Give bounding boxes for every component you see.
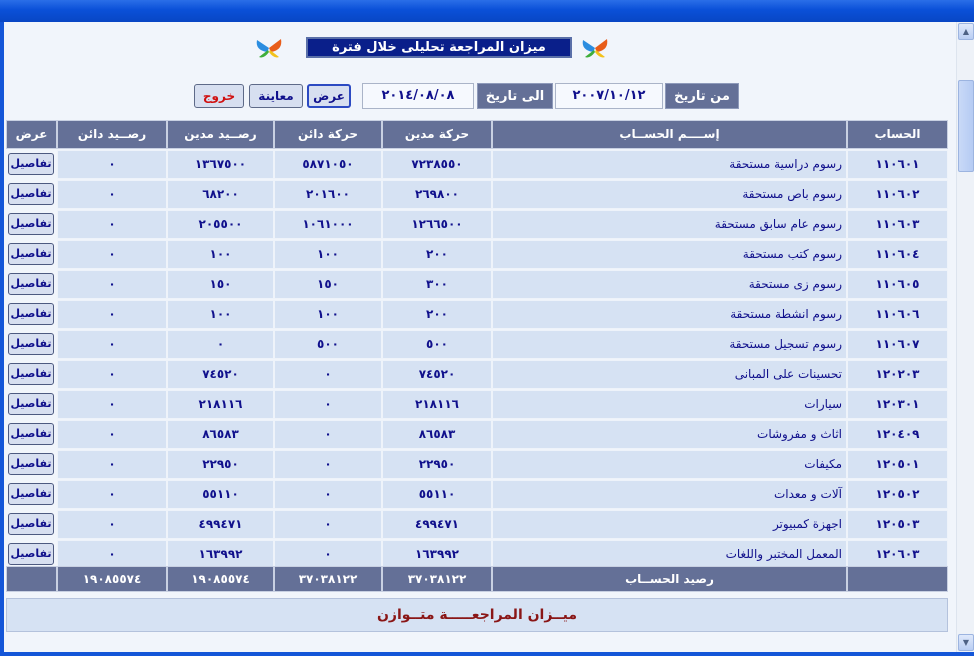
cell-view xyxy=(6,150,57,179)
cell-credit-balance: ٠ xyxy=(57,390,167,419)
cell-credit-move: ١٥٠ xyxy=(274,270,382,299)
details-button[interactable]: تفاصيل xyxy=(8,183,54,205)
to-date-field[interactable]: ٢٠١٤/٠٨/٠٨ xyxy=(362,83,474,109)
scroll-up-icon[interactable]: ▲ xyxy=(958,23,974,40)
cell-debit-move: ٤٩٩٤٧١ xyxy=(382,510,492,539)
cell-debit-move: ٧٢٣٨٥٥٠ xyxy=(382,150,492,179)
cell-name: رسوم باص مستحقة xyxy=(492,180,847,209)
cell-name: آلات و معدات xyxy=(492,480,847,509)
cell-debit-balance: ٢٠٥٥٠٠ xyxy=(167,210,274,239)
details-button[interactable]: تفاصيل xyxy=(8,543,54,565)
cell-account: ١١٠٦٠٤ xyxy=(847,240,948,269)
details-button[interactable]: تفاصيل xyxy=(8,333,54,355)
cell-credit-move: ٥٨٧١٠٥٠ xyxy=(274,150,382,179)
cell-credit-move: ١٠٦١٠٠٠ xyxy=(274,210,382,239)
cell-credit-balance: ٠ xyxy=(57,150,167,179)
cell-credit-move: ٢٠١٦٠٠ xyxy=(274,180,382,209)
cell-credit-balance: ٠ xyxy=(57,330,167,359)
cell-view xyxy=(6,330,57,359)
table-row xyxy=(6,360,948,390)
cell-name: رسوم انشطة مستحقة xyxy=(492,300,847,329)
cell-debit-balance: ٠ xyxy=(167,330,274,359)
window-titlebar xyxy=(0,0,974,22)
cell-debit-move: ٢٢٩٥٠ xyxy=(382,450,492,479)
totals-label: رصيد الحســاب xyxy=(492,566,847,592)
cell-debit-balance: ١٠٠ xyxy=(167,240,274,269)
cell-credit-move: ١٠٠ xyxy=(274,240,382,269)
details-button[interactable]: تفاصيل xyxy=(8,363,54,385)
column-header-credit-move: حركة دائن xyxy=(274,120,382,149)
cell-name: اجهزة كمبيوتر xyxy=(492,510,847,539)
cell-account: ١١٠٦٠٢ xyxy=(847,180,948,209)
cell-debit-balance: ٢٢٩٥٠ xyxy=(167,450,274,479)
column-header-credit-balance: رصــيد دائن xyxy=(57,120,167,149)
cell-view xyxy=(6,450,57,479)
cell-debit-move: ٢٠٠ xyxy=(382,240,492,269)
cell-debit-move: ٢١٨١١٦ xyxy=(382,390,492,419)
cell-view xyxy=(6,510,57,539)
exit-button[interactable]: خروج xyxy=(194,84,244,108)
cell-account: ١٢٠٥٠٢ xyxy=(847,480,948,509)
cell-debit-move: ٧٤٥٢٠ xyxy=(382,360,492,389)
table-row xyxy=(6,510,948,540)
cell-account: ١٢٠٥٠٣ xyxy=(847,510,948,539)
butterfly-logo-icon xyxy=(254,36,284,60)
cell-credit-balance: ٠ xyxy=(57,240,167,269)
report-title: ميزان المراجعة تحليلى خلال فترة xyxy=(306,37,572,58)
cell-account: ١٢٠٥٠١ xyxy=(847,450,948,479)
table-row xyxy=(6,390,948,420)
cell-debit-balance: ٢١٨١١٦ xyxy=(167,390,274,419)
cell-name: مكيفات xyxy=(492,450,847,479)
from-date-field[interactable]: ٢٠٠٧/١٠/١٢ xyxy=(555,83,663,109)
cell-debit-move: ٥٠٠ xyxy=(382,330,492,359)
cell-name: رسوم دراسية مستحقة xyxy=(492,150,847,179)
cell-debit-move: ٨٦٥٨٣ xyxy=(382,420,492,449)
cell-debit-balance: ٧٤٥٢٠ xyxy=(167,360,274,389)
cell-debit-balance: ٨٦٥٨٣ xyxy=(167,420,274,449)
totals-debit-balance: ١٩٠٨٥٥٧٤ xyxy=(167,566,274,592)
cell-debit-balance: ١٠٠ xyxy=(167,300,274,329)
cell-account: ١١٠٦٠٦ xyxy=(847,300,948,329)
cell-debit-move: ١٦٣٩٩٢ xyxy=(382,540,492,569)
details-button[interactable]: تفاصيل xyxy=(8,393,54,415)
preview-button[interactable]: معاينة xyxy=(249,84,303,108)
cell-credit-balance: ٠ xyxy=(57,360,167,389)
totals-view-cell xyxy=(6,566,57,592)
cell-view xyxy=(6,420,57,449)
to-date-label: الى تاريخ xyxy=(477,83,553,109)
column-header-name: إســــم الحســاب xyxy=(492,120,847,149)
cell-debit-move: ٢٦٩٨٠٠ xyxy=(382,180,492,209)
cell-credit-balance: ٠ xyxy=(57,180,167,209)
cell-account: ١١٠٦٠١ xyxy=(847,150,948,179)
totals-account-cell xyxy=(847,566,948,592)
show-button[interactable]: عرض xyxy=(307,84,351,108)
balance-status: ميــزان المراجعـــــة متــوازن xyxy=(6,598,948,632)
scroll-thumb[interactable] xyxy=(958,80,974,172)
cell-account: ١٢٠٣٠١ xyxy=(847,390,948,419)
cell-name: المعمل المختبر واللغات xyxy=(492,540,847,569)
from-date-label: من تاريخ xyxy=(665,83,739,109)
cell-name: تحسينات على المبانى xyxy=(492,360,847,389)
butterfly-logo-icon xyxy=(580,36,610,60)
details-button[interactable]: تفاصيل xyxy=(8,483,54,505)
cell-credit-balance: ٠ xyxy=(57,300,167,329)
cell-debit-balance: ٦٨٢٠٠ xyxy=(167,180,274,209)
table-row xyxy=(6,420,948,450)
cell-debit-move: ٣٠٠ xyxy=(382,270,492,299)
totals-credit-move: ٣٧٠٣٨١٢٢ xyxy=(274,566,382,592)
table-row xyxy=(6,180,948,210)
table-row xyxy=(6,330,948,360)
cell-view xyxy=(6,270,57,299)
cell-name: سيارات xyxy=(492,390,847,419)
cell-debit-move: ١٢٦٦٥٠٠ xyxy=(382,210,492,239)
details-button[interactable]: تفاصيل xyxy=(8,243,54,265)
cell-view xyxy=(6,210,57,239)
cell-credit-move: ١٠٠ xyxy=(274,300,382,329)
cell-debit-balance: ٤٩٩٤٧١ xyxy=(167,510,274,539)
cell-debit-move: ٢٠٠ xyxy=(382,300,492,329)
cell-account: ١١٠٦٠٥ xyxy=(847,270,948,299)
cell-account: ١٢٠٤٠٩ xyxy=(847,420,948,449)
cell-name: اثاث و مفروشات xyxy=(492,420,847,449)
cell-credit-balance: ٠ xyxy=(57,270,167,299)
cell-debit-move: ٥٥١١٠ xyxy=(382,480,492,509)
cell-view xyxy=(6,180,57,209)
table-row xyxy=(6,270,948,300)
cell-view xyxy=(6,480,57,509)
cell-name: رسوم تسجيل مستحقة xyxy=(492,330,847,359)
cell-credit-balance: ٠ xyxy=(57,210,167,239)
details-button[interactable]: تفاصيل xyxy=(8,513,54,535)
table-row xyxy=(6,480,948,510)
details-button[interactable]: تفاصيل xyxy=(8,423,54,445)
cell-account: ١١٠٦٠٧ xyxy=(847,330,948,359)
cell-credit-move: ٠ xyxy=(274,450,382,479)
cell-view xyxy=(6,300,57,329)
details-button[interactable]: تفاصيل xyxy=(8,303,54,325)
table-row xyxy=(6,240,948,270)
cell-view xyxy=(6,360,57,389)
details-button[interactable]: تفاصيل xyxy=(8,153,54,175)
cell-credit-move: ٠ xyxy=(274,420,382,449)
table-row xyxy=(6,300,948,330)
column-header-debit-move: حركة مدين xyxy=(382,120,492,149)
cell-credit-move: ٠ xyxy=(274,540,382,569)
cell-account: ١٢٠٦٠٣ xyxy=(847,540,948,569)
cell-debit-balance: ١٥٠ xyxy=(167,270,274,299)
details-button[interactable]: تفاصيل xyxy=(8,273,54,295)
cell-credit-balance: ٠ xyxy=(57,420,167,449)
totals-credit-balance: ١٩٠٨٥٥٧٤ xyxy=(57,566,167,592)
cell-credit-move: ٠ xyxy=(274,480,382,509)
cell-name: رسوم عام سابق مستحقة xyxy=(492,210,847,239)
cell-credit-move: ٠ xyxy=(274,510,382,539)
totals-row xyxy=(6,566,948,592)
column-header-account: الحساب xyxy=(847,120,948,149)
cell-debit-balance: ١٣٦٧٥٠٠ xyxy=(167,150,274,179)
cell-debit-balance: ١٦٣٩٩٢ xyxy=(167,540,274,569)
table-row xyxy=(6,150,948,180)
totals-debit-move: ٣٧٠٣٨١٢٢ xyxy=(382,566,492,592)
scroll-down-icon[interactable]: ▼ xyxy=(958,634,974,651)
cell-credit-balance: ٠ xyxy=(57,480,167,509)
cell-credit-balance: ٠ xyxy=(57,510,167,539)
column-header-debit-balance: رصــيد مدين xyxy=(167,120,274,149)
cell-view xyxy=(6,240,57,269)
cell-credit-balance: ٠ xyxy=(57,450,167,479)
window-frame-bottom xyxy=(0,652,974,656)
cell-credit-move: ٠ xyxy=(274,390,382,419)
vertical-scrollbar[interactable] xyxy=(956,22,974,652)
cell-name: رسوم كتب مستحقة xyxy=(492,240,847,269)
column-header-view: عرض xyxy=(6,120,57,149)
cell-credit-balance: ٠ xyxy=(57,540,167,569)
cell-account: ١٢٠٢٠٣ xyxy=(847,360,948,389)
cell-debit-balance: ٥٥١١٠ xyxy=(167,480,274,509)
cell-view xyxy=(6,540,57,569)
cell-name: رسوم زى مستحقة xyxy=(492,270,847,299)
details-button[interactable]: تفاصيل xyxy=(8,453,54,475)
cell-account: ١١٠٦٠٣ xyxy=(847,210,948,239)
cell-view xyxy=(6,390,57,419)
cell-credit-move: ٠ xyxy=(274,360,382,389)
table-row xyxy=(6,210,948,240)
cell-credit-move: ٥٠٠ xyxy=(274,330,382,359)
details-button[interactable]: تفاصيل xyxy=(8,213,54,235)
table-row xyxy=(6,450,948,480)
